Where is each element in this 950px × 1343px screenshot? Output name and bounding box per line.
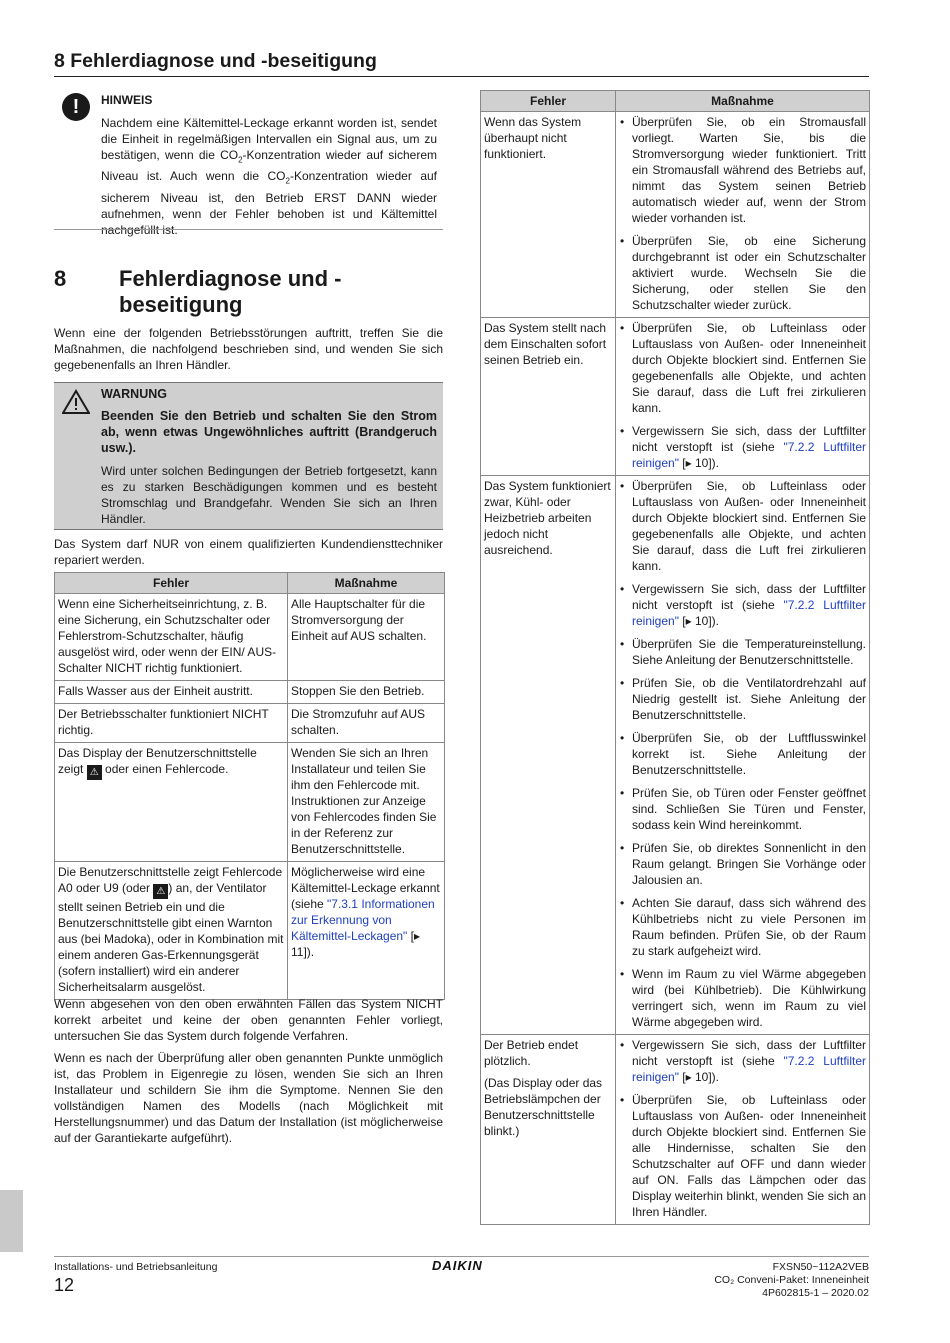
footer-doc-id: 4P602815-1 – 2020.02 [762,1287,869,1299]
footer-model: FXSN50~112A2VEB [772,1261,869,1273]
fault-cell: Der Betriebsschalter funktioniert NICHT richtig. [55,704,288,743]
action-cell: Wenden Sie sich an Ihren Installateur und teilen Sie ihm den Fehlercode mit. Instruktionen zur Anzeige von Fehlercodes finden Sie in der Referenz zur Benutzerschnittstelle. [288,743,445,862]
note-body: Nachdem eine Kältemittel-Leckage erkannt worden ist, sendet die Einheit in regelmäßigen Intervallen ein Signal aus, um zu bestätigen, wenn die $CO_2$-Konzentration wieder auf sicherem Niveau ist. Auch wenn die $CO_2$-Konzentration wieder auf sicherem Niveau ist, den Betrieb ERST DANN wieder aufnehmen, wenn der Fehler behoben ist und Kältemittel [101,116,437,221]
section-title: Fehlerdiagnose und - beseitigung [119,266,342,317]
column-header-action: Maßnahme [288,573,445,594]
table-row [55,743,445,862]
action-item: • Vergewissern Sie sich, dass der Luftfilter nicht verstopft ist (siehe "7.2.2 Luftfilter reinigen" [▸ 10]). [619,581,866,629]
action-list [619,1037,866,1220]
paragraph-after-table-2: Wenn es nach der Überprüfung aller oben genannten Punkte unmöglich ist, das Problem in Eigenregie zu lösen, wenden Sie sich an Ihren Installateur und schildern Sie ihm die Symptome. Nennen Sie den vollständigen Namen des Modells (nach Möglichkeit mit Herstellungsnummer) und das Datum der Installation (ist möglicherweise auf der Garantiekarte aufgeführt). [54,1051,443,1145]
fault-cell: Die Benutzerschnittstelle zeigt Fehlercode A0 oder U9 (oder ⚠ ) an, der Ventilator stellt seinen Betrieb ein und die Benutzerschnittstelle gibt einen Warnton aus (bei Madoka), oder in Kombination mit einem anderen Gas-Erkennungsgerät (sofern installiert) wird ein anderer Sicherheitsalarm ausgelöst. [55,862,288,1000]
action-item: • Prüfen Sie, ob die Ventilatordrehzahl auf Niedrig gestellt ist. Siehe Anleitung der Benutzerschnittstelle. [619,675,866,723]
section-intro: Wenn eine der folgenden Betriebsstörungen auftritt, treffen Sie die Maßnahmen, die nachfolgend beschrieben sind, und wenden Sie sich gegebenenfalls an Ihren Händler. [54,326,443,372]
footer-document-label: Installations- und Betriebsanleitung [54,1261,218,1273]
column-header-fault: Fehler [55,573,288,594]
table-row [55,862,445,1000]
fault-cell: Wenn eine Sicherheitseinrichtung, z. B. eine Sicherung, ein Schutzschalter oder Fehlerstrom-Schutzschalter, häufig ausgelöst wird, oder wenn der EIN/ AUS-Schalter NICHT richtig funktioniert. [55,594,288,681]
table-row [55,681,445,704]
fault-cell [481,476,616,1035]
warning-title: WARNUNG [101,387,167,401]
action-item: • Überprüfen Sie, ob eine Sicherung durchgebrannt ist oder ein Schutzschalter aktiviert wurde. Wechseln Sie die Sicherung, oder stellen Sie den Schutzschalter wieder zurück. [619,233,866,313]
fault-text: Wenn das System überhaupt nicht funktioniert. [484,115,582,161]
action-list [619,114,866,313]
action-item: • Achten Sie darauf, dass sich während des Kühlbetriebs nicht zu viele Personen im Raum befinden. Prüfen Sie, ob der Raum zu stark aufgeheizt wird. [619,895,866,959]
action-item: • Überprüfen Sie, ob ein Stromausfall vorliegt. Warten Sie, bis die Stromversorgung wieder funktioniert. Tritt ein Stromausfall während des Betriebs auf, nimmt das System seinen Betrieb automatisch wieder auf, wenn der Strom wieder vorhanden ist. [619,114,866,226]
fault-text: Das System funktioniert zwar, Kühl- oder Heizbetrieb arbeiten jedoch nicht ausreichend. [484,479,611,557]
action-cell [616,318,870,476]
table-row [481,476,870,1035]
action-cell: Möglicherweise wird eine Kältemittel-Leckage erkannt (siehe "7.3.1 Informationen zur Erkennung von Kältemittel-Leckagen" [▸ 11]). [288,862,445,1000]
action-item: • Wenn im Raum zu viel Wärme abgegeben wird (bei Kühlbetrieb). Die Kühlwirkung verringert sich, wenn im Raum zu viel Wärme abgegeben wird. [619,966,866,1030]
action-item: • Überprüfen Sie, ob Lufteinlass oder Luftauslass von Außen- oder Inneneinheit durch Objekte blockiert sind. Entfernen Sie alle Hindernisse, schalten Sie den Schutzschalter auf OFF und dann wieder auf ON. Falls das Lämpchen oder das Display weiterhin blinkt, wenden Sie sich an Ihren Händler. [619,1092,866,1220]
fault-note: (Das Display oder das Betriebslämpchen der Benutzerschnittstelle blinkt.) [484,1076,603,1138]
table-row [481,1035,870,1225]
page-number: 12 [54,1275,75,1295]
warning-box [54,382,443,530]
action-cell [616,1035,870,1225]
fault-table-left [54,572,445,1000]
fault-table-right [480,90,870,1225]
chapter-side-tab [0,1190,23,1252]
section-number: 8 [54,266,67,291]
note-box [54,89,443,229]
action-cell: Stoppen Sie den Betrieb. [288,681,445,704]
column-header-fault: Fehler [481,91,616,112]
action-list [619,478,866,1030]
daikin-logo: DAIKIN [432,1258,483,1273]
page-header-title: 8 Fehlerdiagnose und -beseitigung [54,50,377,72]
fault-text: Das System stellt nach dem Einschalten sofort seinen Betrieb ein. [484,321,607,367]
footer-model-info [714,1261,869,1300]
action-cell: Alle Hauptschalter für die Stromversorgung der Einheit auf AUS schalten. [288,594,445,681]
action-cell: Die Stromzufuhr auf AUS schalten. [288,704,445,743]
action-cell [616,112,870,318]
repair-note: Das System darf NUR von einem qualifizierten Kundendiensttechniker repariert werden. [54,537,443,567]
table-row [481,318,870,476]
exclamation-icon: ! [62,93,90,121]
paragraph-after-table-1: Wenn abgesehen von den oben erwähnten Fällen das System NICHT korrekt arbeitet und keine der oben genannten Fehler vorliegt, untersuchen Sie das System durch folgende Verfahren. [54,997,443,1043]
fault-cell [481,318,616,476]
column-header-action: Maßnahme [616,91,870,112]
fault-text: Der Betrieb endet plötzlich. [484,1038,579,1068]
warning-triangle-icon [62,389,90,415]
action-item: • Überprüfen Sie die Temperatureinstellung. Siehe Anleitung der Benutzerschnittstelle. [619,636,866,668]
header-rule [54,76,869,77]
action-item: • Prüfen Sie, ob Türen oder Fenster geöffnet sind. Schließen Sie Türen und Fenster, sodass kein Wind hereinkommt. [619,785,866,833]
note-divider [54,229,443,230]
fault-cell: Falls Wasser aus der Einheit austritt. [55,681,288,704]
action-item: • Überprüfen Sie, ob Lufteinlass oder Luftauslass von Außen- oder Inneneinheit durch Objekte blockiert sind. Entfernen Sie gegebenenfalls alle Objekte, und achten Sie darauf, dass die Luft frei zirkulieren kann. [619,478,866,574]
table-row [481,112,870,318]
table-row [55,704,445,743]
action-cell [616,476,870,1035]
action-item: • Prüfen Sie, ob direktes Sonnenlicht in den Raum gelangt. Bringen Sie Vorhänge oder Jalousien an. [619,840,866,888]
fault-cell [481,1035,616,1225]
fault-cell: Das Display der Benutzerschnittstelle zeigt ⚠ oder einen Fehlercode. [55,743,288,862]
footer-rule [54,1256,869,1257]
action-item: • Überprüfen Sie, ob der Luftflusswinkel korrekt ist. Siehe Anleitung der Benutzerschnittstelle. [619,730,866,778]
footer-package: CO₂ Conveni-Paket: Inneneinheit [714,1274,869,1286]
action-item: • Vergewissern Sie sich, dass der Luftfilter nicht verstopft ist (siehe "7.2.2 Luftfilter reinigen" [▸ 10]). [619,1037,866,1085]
action-item: • Vergewissern Sie sich, dass der Luftfilter nicht verstopft ist (siehe "7.2.2 Luftfilter reinigen" [▸ 10]). [619,423,866,471]
warning-instruction: Beenden Sie den Betrieb und schalten Sie den Strom ab, wenn etwas Ungewöhnliches auftritt (Brandgeruch usw.). [101,409,437,455]
action-item: • Überprüfen Sie, ob Lufteinlass oder Luftauslass von Außen- oder Inneneinheit durch Objekte blockiert sind. Entfernen Sie gegebenenfalls alle Objekte, und achten Sie darauf, dass die Luft frei zirkulieren kann. [619,320,866,416]
warning-body: Wird unter solchen Bedingungen der Betrieb fortgesetzt, kann es zu starken Beschädigungen kommen und es besteht Stromschlag und Brandgefahr. Wenden Sie sich an Ihren Händler. [101,464,437,526]
table-row [55,594,445,681]
action-list [619,320,866,471]
note-title: HINWEIS [101,93,153,107]
fault-cell [481,112,616,318]
